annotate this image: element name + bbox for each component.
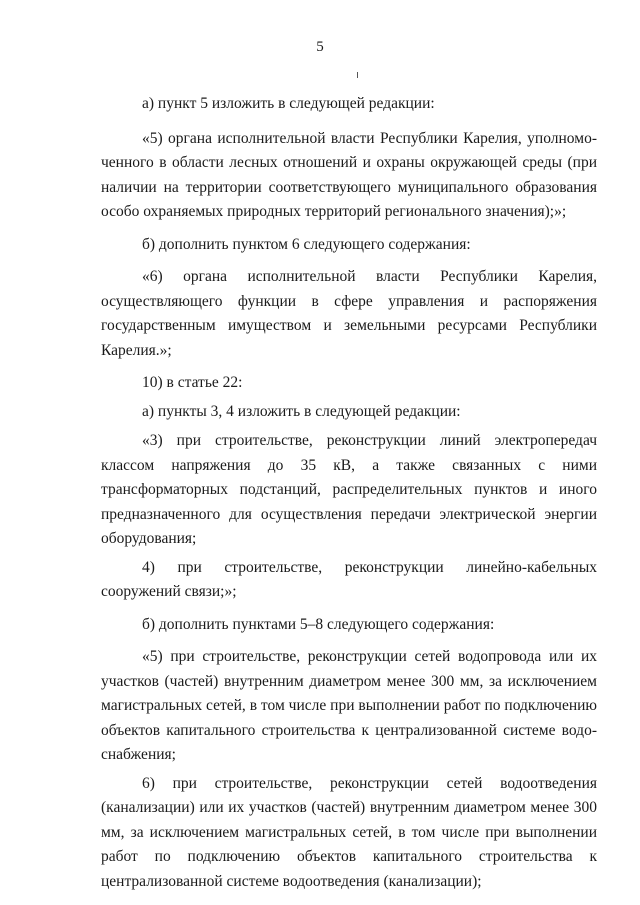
paragraph-6: а) пункты 3, 4 изложить в следующей редакции:	[142, 402, 461, 420]
paragraph-11: 6) при строительстве, реконструкции сетей водоотведения (канализации) или их участков (частей) внутренним диаметром менее 300 мм, за исключением магистральных сетей, в том числе при выполнении работ по подключению объектов капитального строительства к централизованной системе водоотведения (канализации);	[101, 774, 597, 890]
paragraph-8: 4) при строительстве, реконструкции линейно-кабельных сооружений связи;»;	[101, 558, 597, 600]
paragraph-5: 10) в статье 22:	[142, 374, 243, 391]
page-number: 5	[316, 39, 324, 55]
paragraph-9: б) дополнить пунктами 5–8 следующего содержания:	[142, 615, 495, 633]
paragraph-3: б) дополнить пунктом 6 следующего содержания:	[142, 235, 471, 253]
paragraph-7: «3) при строительстве, реконструкции линий электропередач классом напряжения до 35 кВ, а также связанных с ними трансформаторных подстанций, распределительных пунктов и иного предназначенного для осуществления передачи электрической энергии оборудования;	[101, 432, 597, 547]
paragraph-10: «5) при строительстве, реконструкции сетей водопровода или их участков (частей) внутренним диаметром менее 300 мм, за исключением магистральных сетей, в том числе при выполнении работ по подключению объектов капитального строительства к централизованной системе водоснабжения;	[101, 648, 597, 763]
document-body	[101, 92, 597, 902]
paragraph-1: а) пункт 5 изложить в следующей редакции:	[142, 95, 435, 112]
paragraph-4: «6) органа исполнительной власти Республики Карелия, осуществляющего функции в сфере управления и распоряжения государственным имуществом и земельными ресурсами Республики Карелия.»;	[101, 268, 597, 359]
paragraph-2: «5) органа исполнительной власти Республики Карелия, уполномоченного в области лесных отношений и охраны окружающей среды (при наличии на территории соответствующего муниципального образования особо охраняемых природных территорий регионального значения);»;	[101, 129, 597, 220]
scan-mark	[357, 72, 358, 78]
